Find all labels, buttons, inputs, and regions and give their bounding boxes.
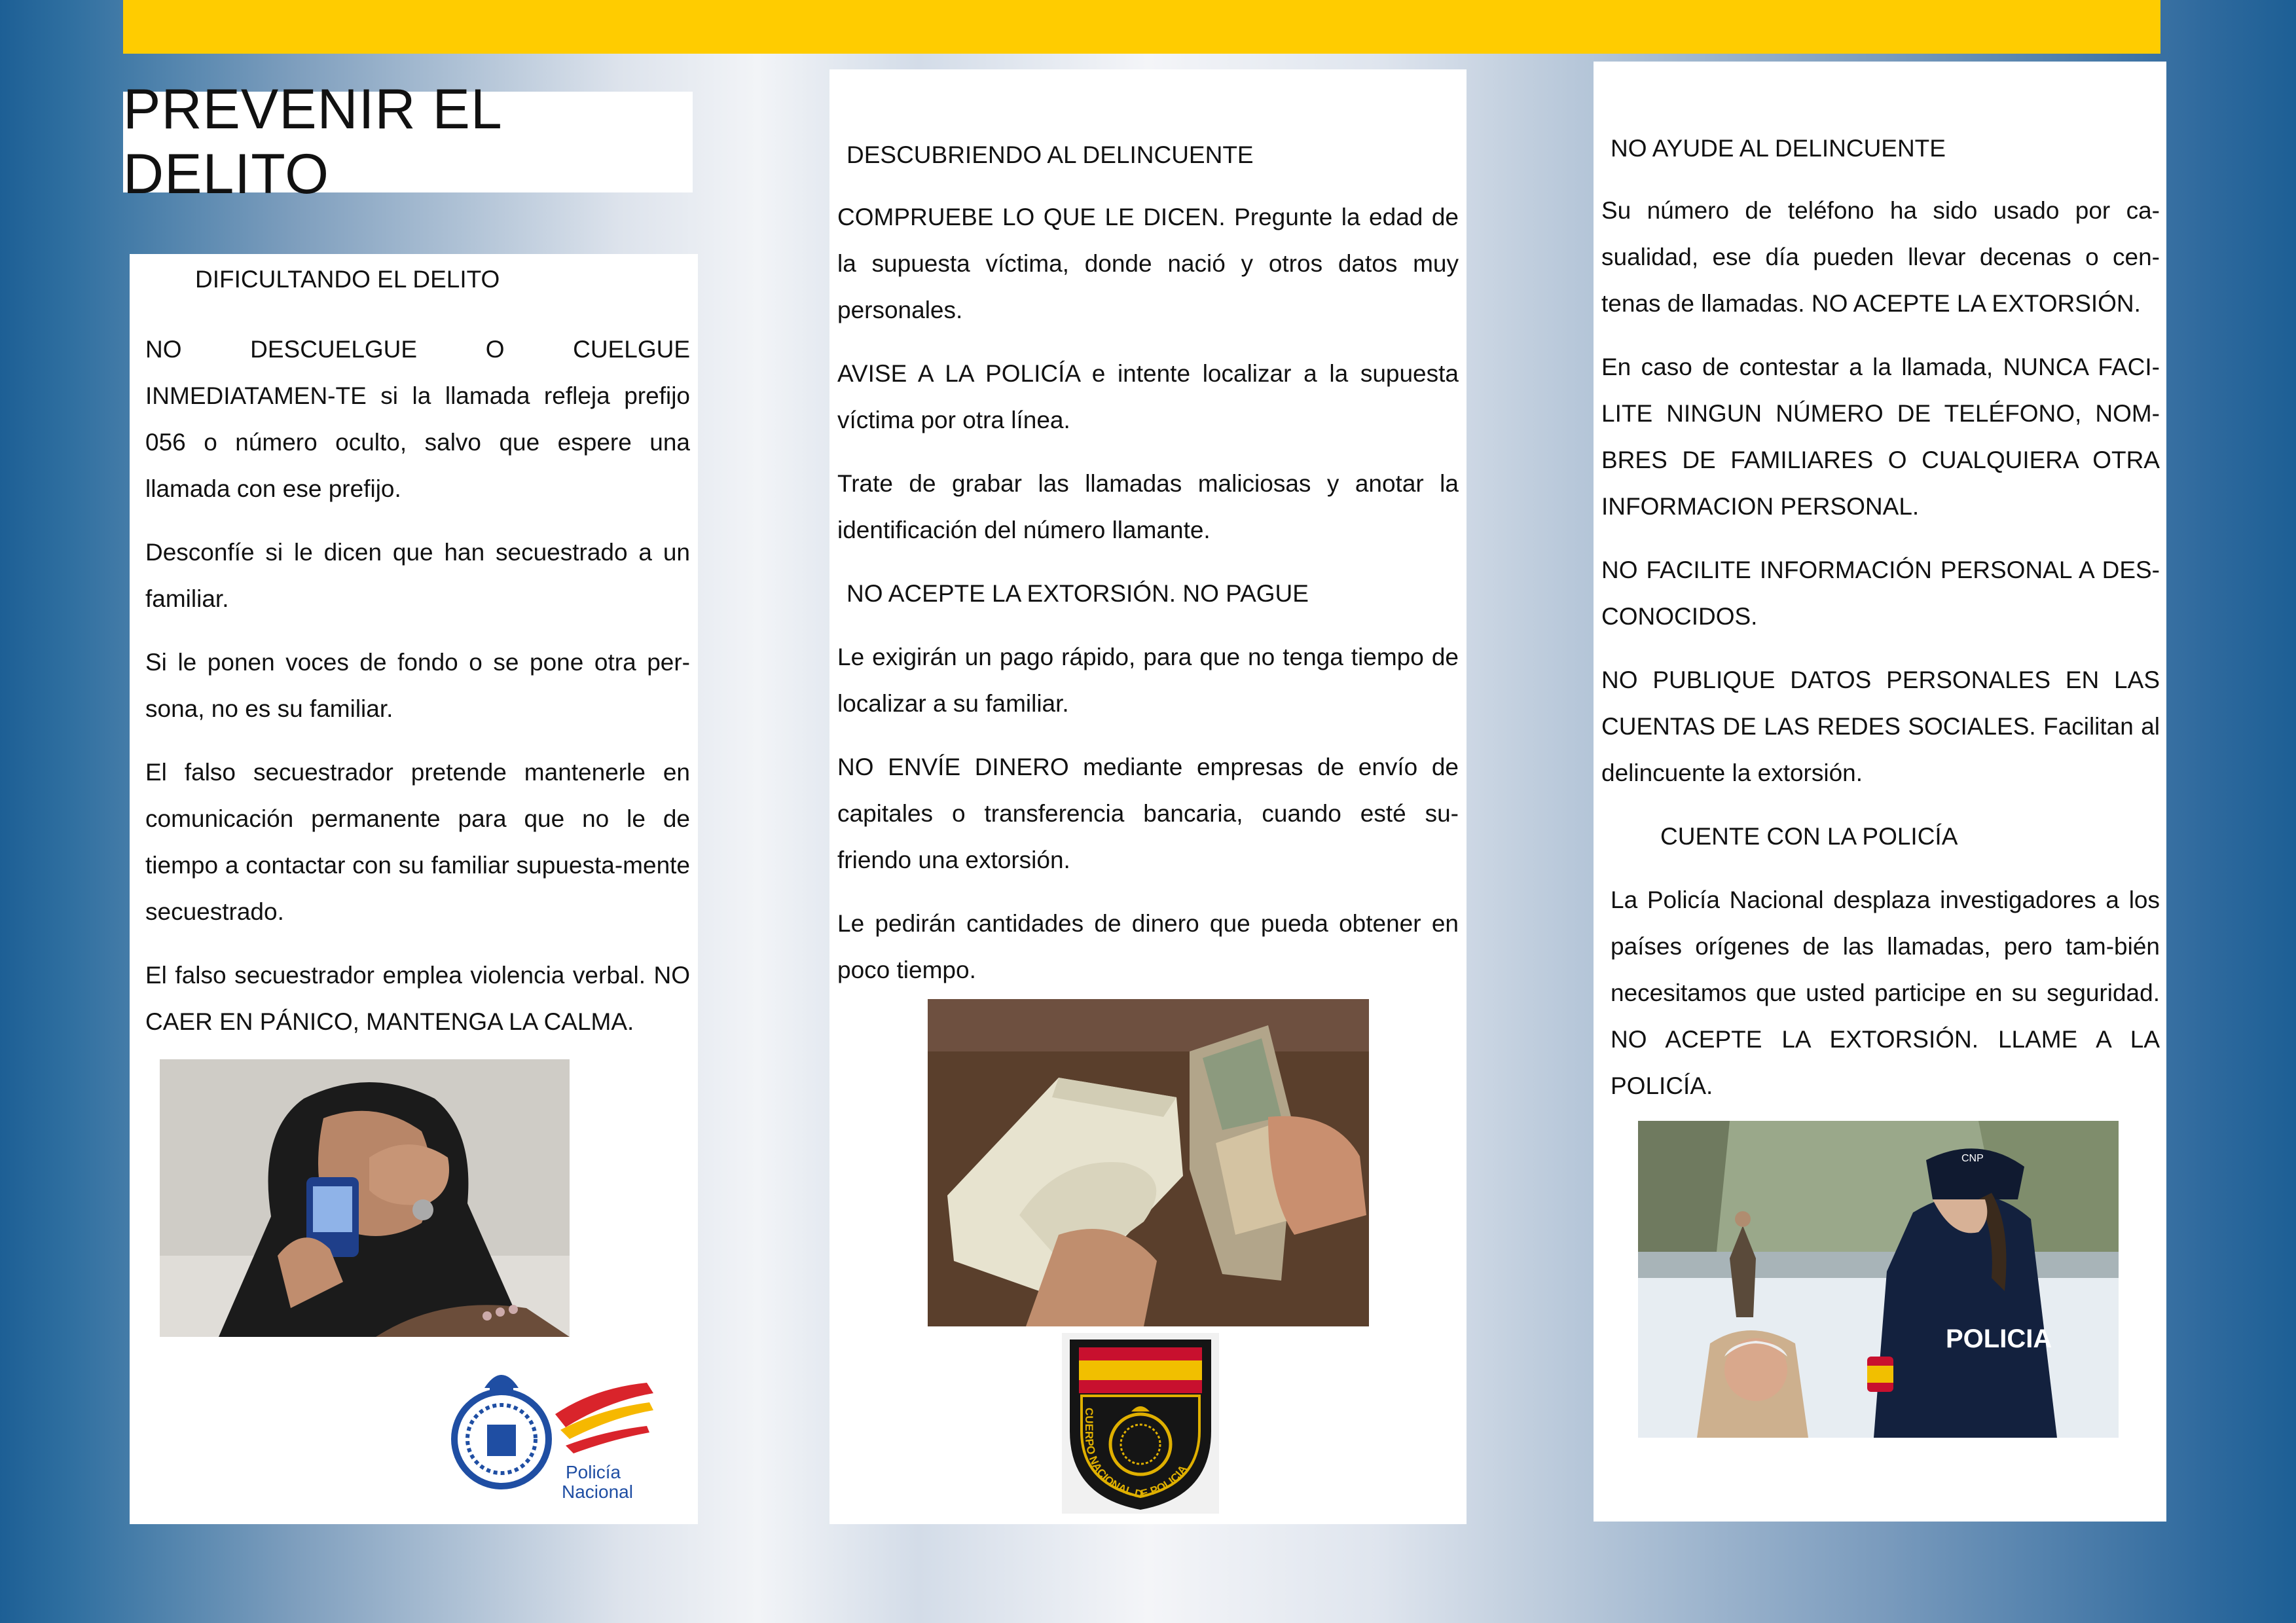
photo-woman-phone bbox=[160, 1059, 570, 1337]
paragraph: El falso secuestrador pretende mantenerle en comunicación permanente para que no le de tiempo a contactar con su familiar supuesta-mente secuestrado. bbox=[145, 759, 690, 925]
paragraph: COMPRUEBE LO QUE LE DICEN. Pregunte la edad de la supuesta víctima, donde nació y otros datos muy personales. bbox=[837, 204, 1459, 323]
title-box bbox=[123, 78, 693, 206]
paragraph: En caso de contestar a la llamada, NUNCA FACI-LITE NINGUN NÚMERO DE TELÉFONO, NOM-BRES DE FAMILIARES O CUALQUIERA OTRA INFORMACION PERSONAL. bbox=[1601, 354, 2160, 520]
panel-descubriendo bbox=[829, 69, 1467, 1524]
heading-no-acepte: NO ACEPTE LA EXTORSIÓN. NO PAGUE bbox=[847, 580, 1309, 607]
top-yellow-bar bbox=[123, 0, 2160, 54]
paragraph: NO ENVÍE DINERO mediante empresas de envío de capitales o transferencia bancaria, cuando esté su-friendo una extorsión. bbox=[837, 754, 1459, 873]
photo-police-officer bbox=[1638, 1121, 2119, 1438]
heading-descubriendo: DESCUBRIENDO AL DELINCUENTE bbox=[847, 141, 1254, 168]
cnp-badge-icon bbox=[1062, 1333, 1219, 1514]
logo-text-policia: Policía bbox=[566, 1462, 621, 1482]
paragraph: El falso secuestrador emplea violencia verbal. NO CAER EN PÁNICO, MANTENGA LA CALMA. bbox=[145, 962, 690, 1035]
paragraph: Trate de grabar las llamadas maliciosas y anotar la identificación del número llamante. bbox=[837, 470, 1459, 543]
panel-dificultando bbox=[130, 254, 698, 1524]
heading-no-ayude: NO AYUDE AL DELINCUENTE bbox=[1611, 135, 1946, 162]
paragraph: Si le ponen voces de fondo o se pone otra per-sona, no es su familiar. bbox=[145, 649, 690, 722]
heading-cuente: CUENTE CON LA POLICÍA bbox=[1660, 823, 1958, 850]
paragraph: NO FACILITE INFORMACIÓN PERSONAL A DES-CONOCIDOS. bbox=[1601, 556, 2160, 630]
page-title: PREVENIR EL DELITO bbox=[123, 78, 501, 206]
paragraph: Le exigirán un pago rápido, para que no tenga tiempo de localizar a su familiar. bbox=[837, 644, 1459, 717]
paragraph: Su número de teléfono ha sido usado por ca-sualidad, ese día pueden llevar decenas o cen-tenas de llamadas. NO ACEPTE LA EXTORSIÓN. bbox=[1601, 197, 2160, 317]
paragraph: La Policía Nacional desplaza investigadores a los países orígenes de las llamadas, pero tam-bién necesitamos que usted participe en su seguridad. NO ACEPTE LA EXTORSIÓN. LLAME A LA POLICÍA. bbox=[1611, 886, 2160, 1099]
panel-no-ayude bbox=[1594, 62, 2166, 1522]
jacket-text: POLICIA bbox=[1946, 1324, 2052, 1353]
paragraph: NO PUBLIQUE DATOS PERSONALES EN LAS CUENTAS DE LAS REDES SOCIALES. Facilitan al delincuente la extorsión. bbox=[1601, 666, 2160, 786]
cnp-cap-text: CNP bbox=[1961, 1153, 1984, 1164]
heading-dificultando: DIFICULTANDO EL DELITO bbox=[195, 266, 500, 293]
policia-nacional-logo bbox=[450, 1362, 680, 1506]
paragraph: NO DESCUELGUE O CUELGUE INMEDIATAMEN-TE si la llamada refleja prefijo 056 o número oculto, salvo que espere una llamada con ese prefijo. bbox=[145, 336, 690, 502]
photo-phone-money bbox=[928, 999, 1369, 1326]
paragraph: Desconfíe si le dicen que han secuestrado a un familiar. bbox=[145, 539, 690, 612]
logo-text-nacional: Nacional bbox=[562, 1482, 633, 1502]
paragraph: Le pedirán cantidades de dinero que pueda obtener en poco tiempo. bbox=[837, 910, 1459, 983]
badge-text: CUERPO NACIONAL DE POLICIA bbox=[1083, 1408, 1190, 1501]
paragraph: AVISE A LA POLICÍA e intente localizar a la supuesta víctima por otra línea. bbox=[837, 360, 1459, 433]
